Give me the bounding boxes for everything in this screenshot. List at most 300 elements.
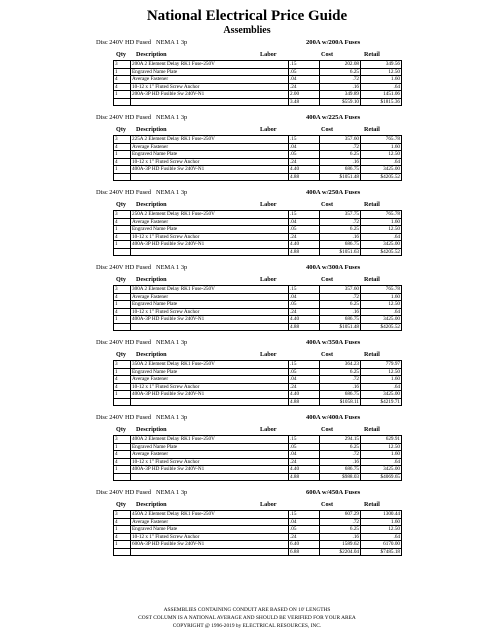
total-cost: $559.10 [320, 98, 361, 106]
cell-description: 600A-3P HD Fusible Sw 240V-N1 [131, 541, 289, 549]
cell-qty: 4 [114, 308, 131, 316]
section-disc-label: Disc 240V HD Fused [96, 39, 152, 46]
section-disc-label: Disc 240V HD Fused [96, 414, 152, 421]
cell-description: 10-12 x 1" Fluted Screw Anchor [131, 383, 289, 391]
cell-retail: 765.78 [361, 211, 402, 219]
cell-retail: 765.78 [361, 136, 402, 144]
assembly-section [96, 337, 400, 406]
cell-cost: 6.25 [320, 226, 361, 234]
assembly-section [96, 112, 400, 181]
cell-description: Average Fastener [131, 76, 289, 84]
table-row [114, 241, 402, 249]
section-nema-label: NEMA 1 3p [156, 264, 188, 271]
section-nema-label: NEMA 1 3p [156, 414, 188, 421]
cell-qty: 1 [114, 68, 131, 76]
empty-cell [131, 323, 289, 331]
col-description-header: Description [136, 351, 167, 358]
cell-description: 250A 2 Element Delay RK1 Fuse-250V [131, 211, 289, 219]
cell-retail: .64 [361, 533, 402, 541]
cell-qty: 3 [114, 511, 131, 519]
cell-cost: 686.75 [320, 166, 361, 174]
section-heading [96, 37, 396, 48]
cell-description: 10-12 x 1" Fluted Screw Anchor [131, 233, 289, 241]
footer-line-conduit: ASSEMBLIES CONTAINING CONDUIT ARE BASED ON 10' LENGTHS [163, 607, 331, 613]
cell-description: 400A-3P HD Fusible Sw 240V-N1 [131, 466, 289, 474]
cell-cost: 357.75 [320, 211, 361, 219]
cell-retail: 1451.06 [361, 91, 402, 99]
cell-labor: .15 [289, 436, 320, 444]
table-row [114, 368, 402, 376]
cell-cost: 686.75 [320, 316, 361, 324]
cell-qty: 1 [114, 241, 131, 249]
cell-retail: 12.50 [361, 68, 402, 76]
cell-retail: 1.60 [361, 76, 402, 84]
totals-row [114, 398, 402, 406]
section-disc-label: Disc 240V HD Fused [96, 339, 152, 346]
column-headers [116, 273, 396, 285]
table-row [114, 458, 402, 466]
totals-row [114, 248, 402, 256]
cell-description: 10-12 x 1" Fluted Screw Anchor [131, 533, 289, 541]
section-size-label: 600A w/450A Fuses [306, 489, 361, 496]
section-disc-label: Disc 240V HD Fused [96, 114, 152, 121]
cell-qty: 1 [114, 91, 131, 99]
total-retail: $4205.52 [361, 323, 402, 331]
cell-cost: 202.08 [320, 61, 361, 69]
cell-cost: .72 [320, 218, 361, 226]
col-retail-header: Retail [364, 51, 380, 58]
col-description-header: Description [136, 126, 167, 133]
cell-labor: .24 [289, 158, 320, 166]
col-qty-header: Qty [116, 501, 126, 508]
cell-labor: .24 [289, 233, 320, 241]
cell-qty: 4 [114, 293, 131, 301]
cell-qty: 4 [114, 518, 131, 526]
cell-labor: 4.40 [289, 316, 320, 324]
cell-labor: .05 [289, 68, 320, 76]
table-row [114, 443, 402, 451]
cell-labor: .05 [289, 526, 320, 534]
col-cost-header: Cost [321, 51, 334, 58]
totals-row [114, 473, 402, 481]
cell-qty: 4 [114, 533, 131, 541]
table-row [114, 151, 402, 159]
cell-labor: 4.40 [289, 466, 320, 474]
cell-retail: 12.50 [361, 368, 402, 376]
cell-labor: .04 [289, 76, 320, 84]
cell-cost: .16 [320, 383, 361, 391]
cell-retail: .64 [361, 383, 402, 391]
cell-labor: .15 [289, 211, 320, 219]
table-row [114, 166, 402, 174]
footer-line-copyright: COPYRIGHT @ 1996-2019 by ELECTRICAL RESOURCES, INC. [172, 623, 322, 629]
cell-labor: .04 [289, 451, 320, 459]
section-size-label: 200A w/200A Fuses [306, 39, 361, 46]
cell-retail: 1.60 [361, 518, 402, 526]
cell-retail: 3425.00 [361, 166, 402, 174]
cell-retail: 12.50 [361, 301, 402, 309]
section-disc-label: Disc 240V HD Fused [96, 264, 152, 271]
cell-cost: 686.75 [320, 391, 361, 399]
cell-qty: 1 [114, 391, 131, 399]
cell-qty: 3 [114, 436, 131, 444]
table-row [114, 233, 402, 241]
cell-labor: .24 [289, 458, 320, 466]
table-row [114, 376, 402, 384]
cell-retail: .64 [361, 308, 402, 316]
total-labor: 6.88 [289, 548, 320, 556]
cell-cost: 6.25 [320, 368, 361, 376]
cell-description: Average Fastener [131, 518, 289, 526]
table-row [114, 308, 402, 316]
table-row [114, 451, 402, 459]
column-headers [116, 198, 396, 210]
table-row [114, 91, 402, 99]
cell-retail: 3425.00 [361, 316, 402, 324]
cell-cost: .16 [320, 533, 361, 541]
cell-qty: 4 [114, 143, 131, 151]
col-retail-header: Retail [364, 351, 380, 358]
empty-cell [131, 248, 289, 256]
cell-description: Engraved Name Plate [131, 443, 289, 451]
cell-description: 350A 2 Element Delay RK1 Fuse-250V [131, 361, 289, 369]
cell-labor: .24 [289, 83, 320, 91]
cell-labor: .15 [289, 361, 320, 369]
cell-labor: .24 [289, 308, 320, 316]
assembly-section [96, 487, 400, 556]
column-headers [116, 48, 396, 60]
cell-qty: 1 [114, 166, 131, 174]
section-size-label: 400A w/300A Fuses [306, 264, 361, 271]
table-row [114, 383, 402, 391]
page-subtitle: Assemblies [223, 25, 271, 36]
totals-row [114, 98, 402, 106]
cell-labor: 2.00 [289, 91, 320, 99]
cell-labor: .05 [289, 443, 320, 451]
col-qty-header: Qty [116, 351, 126, 358]
totals-row [114, 548, 402, 556]
cell-cost: 686.75 [320, 466, 361, 474]
cell-description: Average Fastener [131, 451, 289, 459]
cell-cost: 607.29 [320, 511, 361, 519]
cell-cost: .16 [320, 158, 361, 166]
col-description-header: Description [136, 426, 167, 433]
cell-qty: 3 [114, 136, 131, 144]
cell-cost: 6.25 [320, 68, 361, 76]
assemblies-list [96, 37, 400, 562]
items-table [113, 60, 402, 106]
total-retail: $4219.71 [361, 398, 402, 406]
cell-labor: 4.40 [289, 391, 320, 399]
section-heading [96, 337, 396, 348]
column-headers [116, 498, 396, 510]
cell-cost: .72 [320, 143, 361, 151]
cell-cost: 357.60 [320, 286, 361, 294]
items-table [113, 435, 402, 481]
total-labor: 4.88 [289, 473, 320, 481]
cell-description: 10-12 x 1" Fluted Screw Anchor [131, 158, 289, 166]
cell-retail: 12.50 [361, 226, 402, 234]
total-cost: $1051.48 [320, 173, 361, 181]
cell-qty: 1 [114, 541, 131, 549]
table-row [114, 316, 402, 324]
cell-retail: 12.50 [361, 443, 402, 451]
items-table [113, 360, 402, 406]
col-retail-header: Retail [364, 126, 380, 133]
cell-labor: .15 [289, 286, 320, 294]
col-qty-header: Qty [116, 276, 126, 283]
col-labor-header: Labor [260, 126, 277, 133]
cell-description: 400A-3P HD Fusible Sw 240V-N1 [131, 391, 289, 399]
cell-retail: 629.91 [361, 436, 402, 444]
cell-description: 200A-3P HD Fusible Sw 240V-N1 [131, 91, 289, 99]
cell-qty: 1 [114, 226, 131, 234]
table-row [114, 68, 402, 76]
cell-retail: 1300.44 [361, 511, 402, 519]
cell-retail: 765.78 [361, 286, 402, 294]
cell-cost: 6.25 [320, 526, 361, 534]
cell-qty: 4 [114, 376, 131, 384]
section-nema-label: NEMA 1 3p [156, 189, 188, 196]
cell-labor: .04 [289, 293, 320, 301]
empty-cell [131, 473, 289, 481]
cell-qty: 1 [114, 151, 131, 159]
cell-cost: 357.60 [320, 136, 361, 144]
total-labor: 3.48 [289, 98, 320, 106]
total-labor: 4.88 [289, 248, 320, 256]
cell-description: Engraved Name Plate [131, 368, 289, 376]
cell-qty: 4 [114, 158, 131, 166]
cell-description: Engraved Name Plate [131, 226, 289, 234]
table-row [114, 526, 402, 534]
total-cost: $988.03 [320, 473, 361, 481]
cell-labor: 6.40 [289, 541, 320, 549]
col-labor-header: Labor [260, 201, 277, 208]
empty-cell [131, 173, 289, 181]
items-table [113, 210, 402, 256]
col-labor-header: Labor [260, 501, 277, 508]
cell-cost: 364.23 [320, 361, 361, 369]
items-table [113, 285, 402, 331]
page-title: National Electrical Price Guide [146, 8, 348, 24]
col-qty-header: Qty [116, 126, 126, 133]
col-description-header: Description [136, 501, 167, 508]
cell-retail: .64 [361, 233, 402, 241]
cell-cost: 6.25 [320, 301, 361, 309]
cell-cost: 686.75 [320, 241, 361, 249]
cell-description: 200A 2 Element Delay RK1 Fuse-250V [131, 61, 289, 69]
cell-qty: 1 [114, 301, 131, 309]
empty-cell [114, 398, 131, 406]
cell-retail: 12.50 [361, 151, 402, 159]
cell-description: Average Fastener [131, 143, 289, 151]
col-qty-header: Qty [116, 201, 126, 208]
cell-labor: 4.40 [289, 166, 320, 174]
total-cost: $1051.48 [320, 323, 361, 331]
cell-cost: .16 [320, 458, 361, 466]
assembly-section [96, 37, 400, 106]
cell-cost: 6.25 [320, 151, 361, 159]
total-cost: $2204.04 [320, 548, 361, 556]
cell-cost: .72 [320, 293, 361, 301]
cell-qty: 4 [114, 458, 131, 466]
col-cost-header: Cost [321, 201, 334, 208]
cell-qty: 3 [114, 286, 131, 294]
table-row [114, 76, 402, 84]
cell-cost: .16 [320, 233, 361, 241]
table-row [114, 143, 402, 151]
table-row [114, 391, 402, 399]
cell-description: Engraved Name Plate [131, 301, 289, 309]
section-disc-label: Disc 240V HD Fused [96, 189, 152, 196]
cell-description: 10-12 x 1" Fluted Screw Anchor [131, 458, 289, 466]
cell-retail: 6170.00 [361, 541, 402, 549]
col-description-header: Description [136, 51, 167, 58]
footer [0, 606, 494, 630]
cell-retail: 3425.00 [361, 241, 402, 249]
cell-cost: 1589.62 [320, 541, 361, 549]
col-cost-header: Cost [321, 501, 334, 508]
total-labor: 4.88 [289, 323, 320, 331]
cell-labor: .04 [289, 518, 320, 526]
empty-cell [131, 548, 289, 556]
cell-labor: .05 [289, 301, 320, 309]
section-nema-label: NEMA 1 3p [156, 339, 188, 346]
col-retail-header: Retail [364, 501, 380, 508]
cell-labor: .15 [289, 136, 320, 144]
table-row [114, 533, 402, 541]
total-labor: 4.88 [289, 173, 320, 181]
assembly-section [96, 262, 400, 331]
cell-retail: 1.60 [361, 451, 402, 459]
section-heading [96, 412, 396, 423]
section-size-label: 400A w/250A Fuses [306, 189, 361, 196]
cell-qty: 1 [114, 526, 131, 534]
cell-qty: 4 [114, 233, 131, 241]
cell-retail: 1.60 [361, 218, 402, 226]
cell-description: Engraved Name Plate [131, 151, 289, 159]
table-row [114, 466, 402, 474]
section-size-label: 400A w/350A Fuses [306, 339, 361, 346]
cell-cost: .72 [320, 76, 361, 84]
cell-qty: 1 [114, 443, 131, 451]
cell-labor: .05 [289, 368, 320, 376]
cell-retail: 1.60 [361, 143, 402, 151]
cell-retail: 12.50 [361, 526, 402, 534]
empty-cell [114, 473, 131, 481]
section-nema-label: NEMA 1 3p [156, 489, 188, 496]
cell-qty: 4 [114, 83, 131, 91]
col-labor-header: Labor [260, 276, 277, 283]
footer-line-cost: COST COLUMN IS A NATIONAL AVERAGE AND SHOULD BE VERIFIED FOR YOUR AREA [138, 615, 356, 621]
empty-cell [131, 98, 289, 106]
cell-labor: .24 [289, 533, 320, 541]
section-size-label: 400A w/400A Fuses [306, 414, 361, 421]
cell-retail: 779.97 [361, 361, 402, 369]
cell-qty: 1 [114, 466, 131, 474]
cell-qty: 1 [114, 316, 131, 324]
cell-qty: 3 [114, 211, 131, 219]
table-row [114, 301, 402, 309]
col-cost-header: Cost [321, 276, 334, 283]
total-retail: $4069.65 [361, 473, 402, 481]
cell-labor: .05 [289, 151, 320, 159]
column-headers [116, 123, 396, 135]
cell-qty: 4 [114, 451, 131, 459]
items-table [113, 135, 402, 181]
cell-retail: 1.60 [361, 376, 402, 384]
total-retail: $1815.36 [361, 98, 402, 106]
cell-retail: 3425.00 [361, 391, 402, 399]
col-description-header: Description [136, 276, 167, 283]
cell-description: 10-12 x 1" Fluted Screw Anchor [131, 308, 289, 316]
section-size-label: 400A w/225A Fuses [306, 114, 361, 121]
empty-cell [114, 173, 131, 181]
cell-description: Engraved Name Plate [131, 68, 289, 76]
cell-description: 400A-3P HD Fusible Sw 240V-N1 [131, 166, 289, 174]
total-retail: $7485.18 [361, 548, 402, 556]
table-row [114, 293, 402, 301]
table-row [114, 541, 402, 549]
section-heading [96, 262, 396, 273]
cell-cost: 6.25 [320, 443, 361, 451]
table-row [114, 158, 402, 166]
col-retail-header: Retail [364, 201, 380, 208]
cell-qty: 1 [114, 368, 131, 376]
col-cost-header: Cost [321, 351, 334, 358]
col-qty-header: Qty [116, 426, 126, 433]
cell-cost: .72 [320, 451, 361, 459]
cell-retail: .64 [361, 458, 402, 466]
column-headers [116, 348, 396, 360]
table-row [114, 518, 402, 526]
total-retail: $4205.52 [361, 248, 402, 256]
empty-cell [114, 98, 131, 106]
cell-cost: .72 [320, 376, 361, 384]
section-disc-label: Disc 240V HD Fused [96, 489, 152, 496]
cell-cost: 294.15 [320, 436, 361, 444]
cell-cost: .72 [320, 518, 361, 526]
col-cost-header: Cost [321, 426, 334, 433]
col-retail-header: Retail [364, 276, 380, 283]
empty-cell [114, 323, 131, 331]
empty-cell [114, 548, 131, 556]
total-retail: $4205.52 [361, 173, 402, 181]
cell-description: Average Fastener [131, 293, 289, 301]
total-cost: $1058.11 [320, 398, 361, 406]
section-heading [96, 112, 396, 123]
table-row [114, 83, 402, 91]
cell-qty: 3 [114, 361, 131, 369]
assembly-section [96, 412, 400, 481]
cell-cost: .16 [320, 308, 361, 316]
cell-retail: 349.56 [361, 61, 402, 69]
cell-cost: 349.89 [320, 91, 361, 99]
col-labor-header: Labor [260, 51, 277, 58]
cell-description: 450A 2 Element Delay RK1 Fuse-250V [131, 511, 289, 519]
cell-qty: 4 [114, 76, 131, 84]
total-cost: $1051.63 [320, 248, 361, 256]
cell-qty: 3 [114, 61, 131, 69]
empty-cell [114, 248, 131, 256]
cell-labor: .04 [289, 218, 320, 226]
cell-description: 400A-3P HD Fusible Sw 240V-N1 [131, 316, 289, 324]
col-labor-header: Labor [260, 426, 277, 433]
cell-qty: 4 [114, 383, 131, 391]
cell-retail: 3425.00 [361, 466, 402, 474]
total-labor: 4.88 [289, 398, 320, 406]
col-qty-header: Qty [116, 51, 126, 58]
